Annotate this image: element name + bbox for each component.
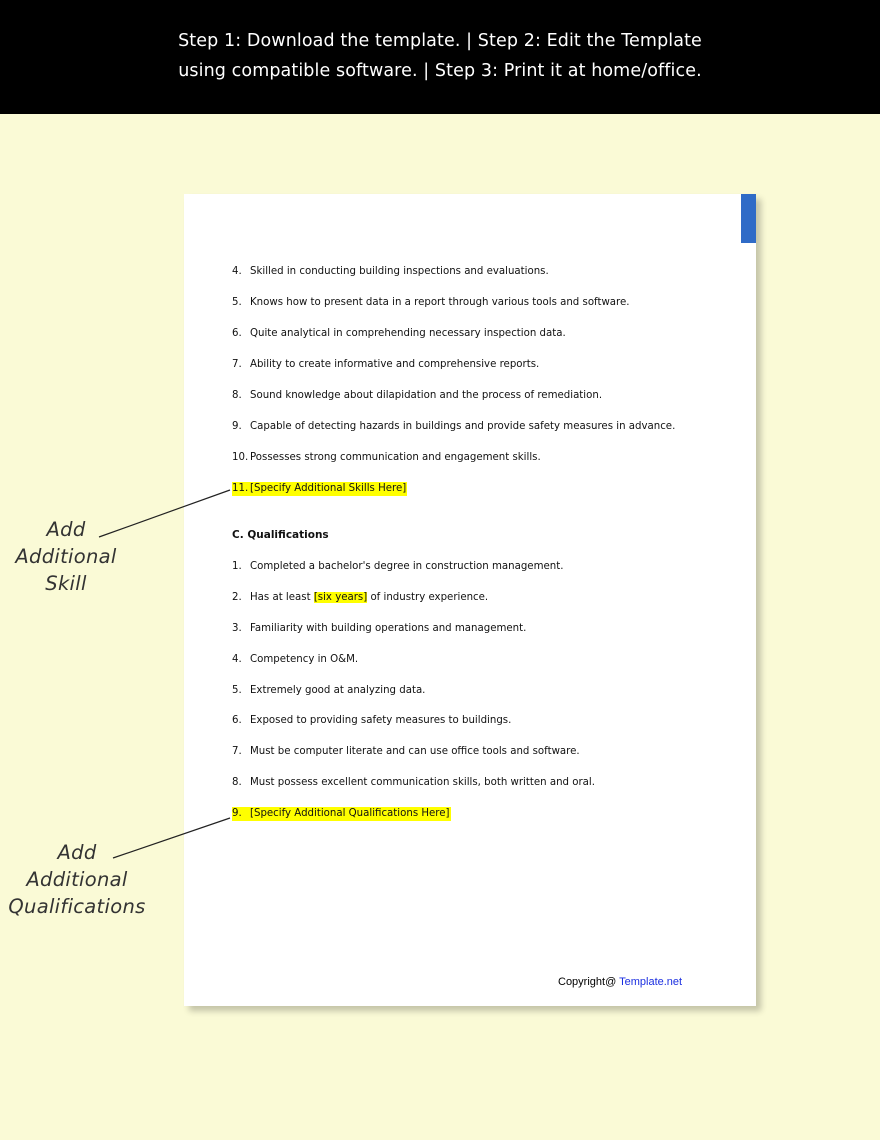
list-item: 5. Knows how to present data in a report through various tools and software. (232, 297, 630, 308)
list-item: 8. Sound knowledge about dilapidation and the process of remediation. (232, 390, 603, 401)
banner-line-2: using compatible software. | Step 3: Print it at home/office. (178, 61, 702, 81)
banner-line-1: Step 1: Download the template. | Step 2: Edit the Template (178, 31, 702, 51)
list-item: 9. Capable of detecting hazards in buildings and provide safety measures in advance. (232, 421, 676, 432)
add-skill-annotation: Add Additional Skill (15, 518, 117, 595)
copyright-notice: Copyright@ Template.net (558, 976, 683, 988)
additional-qualifications-placeholder[interactable]: 9. [Specify Additional Qualifications Here] (232, 808, 450, 819)
list-item: 6. Quite analytical in comprehending necessary inspection data. (232, 328, 566, 339)
qualifications-heading: C. Qualifications (232, 529, 329, 541)
list-item: 7. Must be computer literate and can use office tools and software. (232, 746, 580, 757)
experience-years-field[interactable]: [six years] (313, 592, 368, 603)
add-qualifications-annotation: Add Additional Qualifications (8, 841, 146, 918)
template-net-link[interactable]: Template.net (619, 976, 683, 988)
list-item: 2. Has at least [six years] of industry experience. (232, 592, 489, 603)
list-item: 3. Familiarity with building operations and management. (232, 623, 527, 634)
list-item: 10. Possesses strong communication and engagement skills. (232, 452, 541, 463)
list-item: 4. Skilled in conducting building inspections and evaluations. (232, 266, 549, 277)
list-item: 6. Exposed to providing safety measures to buildings. (232, 715, 512, 726)
list-item: 7. Ability to create informative and comprehensive reports. (232, 359, 540, 370)
list-item: 8. Must possess excellent communication skills, both written and oral. (232, 777, 595, 788)
list-item: 5. Extremely good at analyzing data. (232, 685, 426, 696)
list-item: 4. Competency in O&M. (232, 654, 359, 665)
list-item: 1. Completed a bachelor's degree in construction management. (232, 561, 564, 572)
additional-skills-placeholder[interactable]: 11. [Specify Additional Skills Here] (232, 483, 407, 494)
